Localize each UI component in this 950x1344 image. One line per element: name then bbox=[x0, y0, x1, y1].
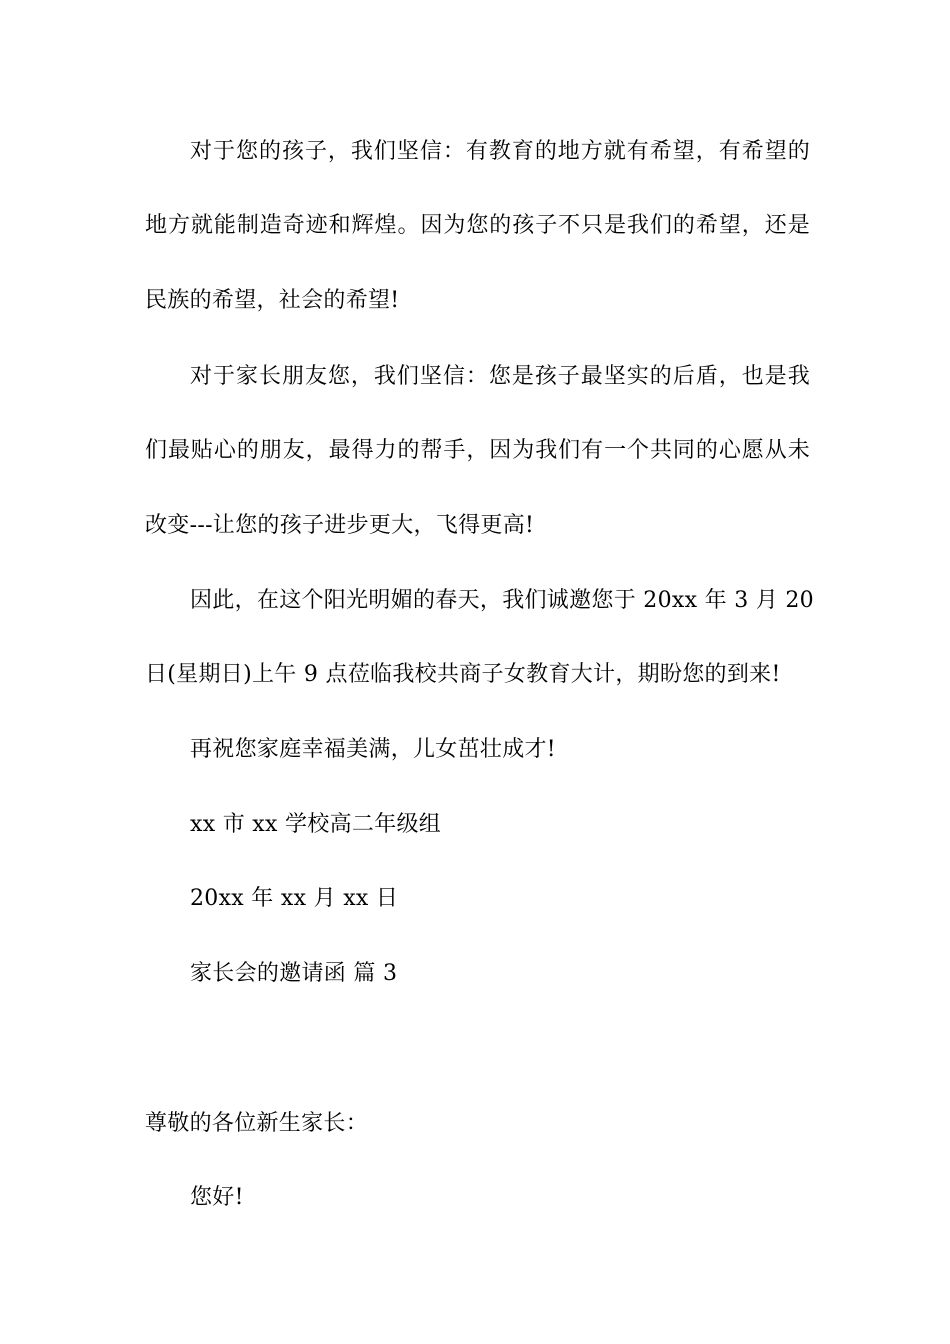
paragraph-2-line-2: 们最贴心的朋友，最得力的帮手，因为我们有一个共同的心愿从未 bbox=[145, 438, 810, 463]
signature-date: 20xx 年 xx 月 xx 日 bbox=[190, 886, 399, 911]
paragraph-1-line-3: 民族的希望，社会的希望! bbox=[145, 288, 400, 313]
paragraph-3-line-2: 日(星期日)上午 9 点莅临我校共商子女教育大计，期盼您的到来! bbox=[145, 662, 781, 687]
paragraph-1-line-1: 对于您的孩子，我们坚信：有教育的地方就有希望，有希望的 bbox=[190, 139, 810, 164]
greeting: 您好! bbox=[190, 1185, 244, 1210]
signature-organization: xx 市 xx 学校高二年级组 bbox=[190, 812, 442, 837]
closing-wish: 再祝您家庭幸福美满，儿女茁壮成才! bbox=[190, 737, 556, 762]
paragraph-2-line-1: 对于家长朋友您，我们坚信：您是孩子最坚实的后盾，也是我 bbox=[190, 364, 810, 389]
section-heading: 家长会的邀请函 篇 3 bbox=[190, 961, 398, 986]
paragraph-3-line-1: 因此，在这个阳光明媚的春天，我们诚邀您于 20xx 年 3 月 20 bbox=[190, 588, 814, 613]
paragraph-2-line-3: 改变---让您的孩子进步更大，飞得更高! bbox=[145, 513, 535, 538]
paragraph-1-line-2: 地方就能制造奇迹和辉煌。因为您的孩子不只是我们的希望，还是 bbox=[145, 213, 810, 238]
salutation: 尊敬的各位新生家长： bbox=[145, 1111, 369, 1136]
